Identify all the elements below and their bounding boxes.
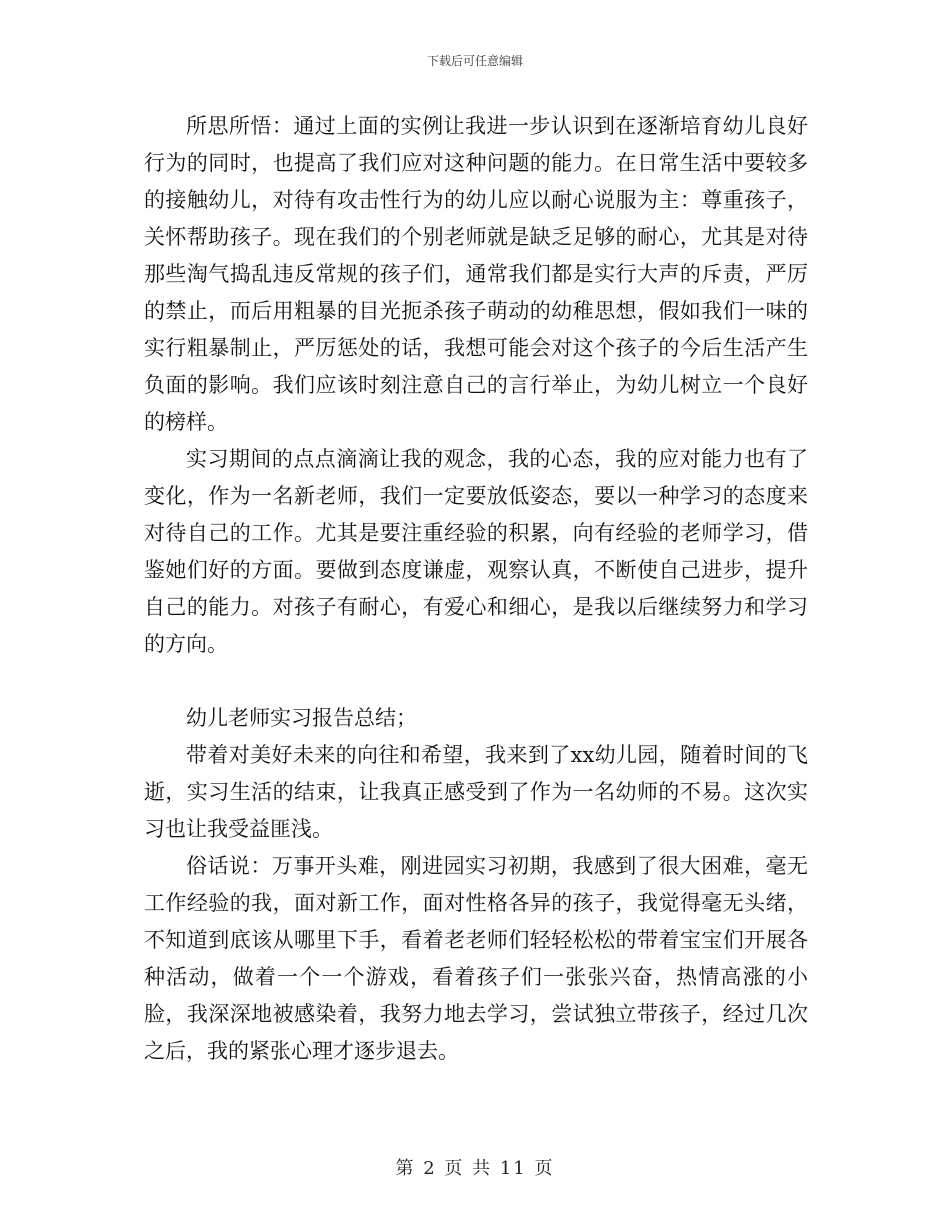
paragraph-reflection: 所思所悟：通过上面的实例让我进一步认识到在逐渐培育幼儿良好行为的同时，也提高了我们应对这种问题的能力。在日常生活中要较多的接触幼儿，对待有攻击性行为的幼儿应以耐心说服为主：尊重孩子，关怀帮助孩子。现在我们的个别老师就是缺乏足够的耐心，尤其是对待那些淘气捣乱违反常规的孩子们，通常我们都是实行大声的斥责，严厉的禁止，而后用粗暴的目光扼杀孩子萌动的幼稚思想，假如我们一味的实行粗暴制止，严厉惩处的话，我想可能会对这个孩子的今后生活产生负面的影响。我们应该时刻注意自己的言行举止，为幼儿树立一个良好的榜样。 bbox=[144, 114, 808, 434]
paragraph-arrival: 带着对美好未来的向往和希望，我来到了xx幼儿园，随着时间的飞逝，实习生活的结束，让我真正感受到了作为一名幼师的不易。这次实习也让我受益匪浅。 bbox=[144, 743, 808, 841]
section-heading: 幼儿老师实习报告总结； bbox=[186, 706, 417, 730]
blank-line bbox=[144, 663, 808, 700]
page-header: 下载后可任意编辑 bbox=[426, 54, 523, 68]
document-body bbox=[144, 108, 808, 1070]
paragraph-beginning: 俗话说：万事开头难，刚进园实习初期，我感到了很大困难，毫无工作经验的我，面对新工作，面对性格各异的孩子，我觉得毫无头绪，不知道到底该从哪里下手，看着老老师们轻轻松松的带着宝宝们开展各种活动，做着一个一个游戏，看着孩子们一张张兴奋，热情高涨的小脸，我深深地被感染着，我努力地去学习，尝试独立带孩子，经过几次之后，我的紧张心理才逐步退去。 bbox=[144, 854, 808, 1063]
paragraph-changes: 实习期间的点点滴滴让我的观念，我的心态，我的应对能力也有了变化，作为一名新老师，我们一定要放低姿态，要以一种学习的态度来对待自己的工作。尤其是要注重经验的积累，向有经验的老师学习，借鉴她们好的方面。要做到态度谦虚，观察认真，不断使自己进步，提升自己的能力。对孩子有耐心，有爱心和细心，是我以后继续努力和学习的方向。 bbox=[144, 447, 808, 656]
page-number-footer: 第 2 页 共 11 页 bbox=[395, 1158, 555, 1179]
